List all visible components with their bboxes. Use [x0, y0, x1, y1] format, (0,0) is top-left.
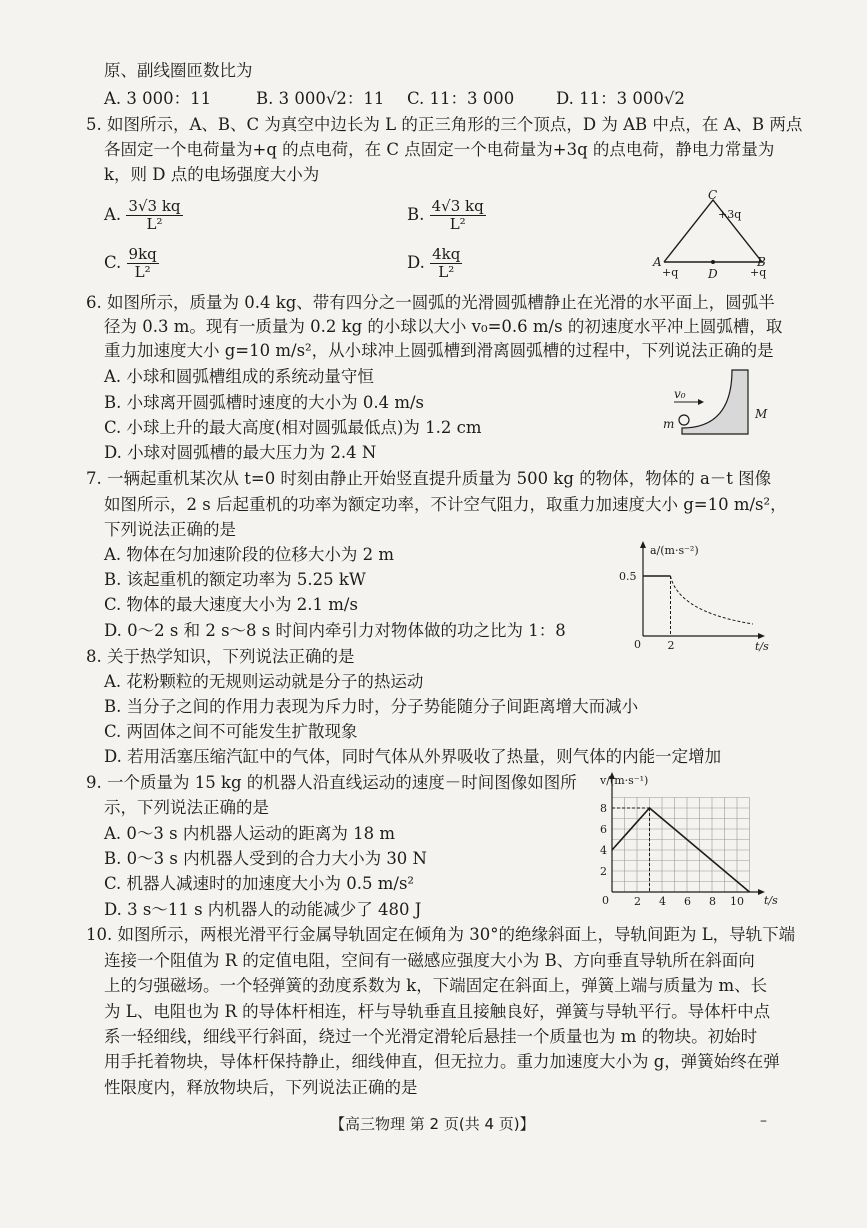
q5-line-2: 各固定一个电荷量为+q 的点电荷，在 C 点固定一个电荷量为+3q 的点电荷，静电力常量为 — [104, 140, 775, 159]
q10-line-1: 10. 如图所示，两根光滑平行金属导轨固定在倾角为 30°的绝缘斜面上，导轨间距为 L，导轨下端 — [86, 925, 796, 944]
q7-option-d: D. 0～2 s 和 2 s～8 s 时间内牵引力对物体做的功之比为 1：8 — [104, 621, 566, 640]
vertex-b-label: B — [757, 255, 766, 269]
corner-mark: – — [760, 1113, 767, 1129]
q9-line-1: 9. 一个质量为 15 kg 的机器人沿直线运动的速度－时间图像如图所 — [86, 773, 577, 792]
q8-option-d: D. 若用活塞压缩汽缸中的气体，同时气体从外界吸收了热量，则气体的内能一定增加 — [104, 747, 722, 766]
q5-option-a: A. $\frac{3√3 kq}{\text{L²}}$ — [104, 197, 181, 233]
q9-option-a: A. 0～3 s 内机器人运动的距离为 18 m — [104, 824, 395, 843]
q4-option-b: B. 3 000√2：11 — [256, 89, 385, 108]
y-tick-6: 6 — [600, 823, 607, 836]
q7-line-1: 7. 一辆起重机某次从 t=0 时刻由静止开始竖直提升质量为 500 kg 的物体，物体的 a－t 图像 — [86, 469, 772, 488]
q6-arc-slot-figure — [660, 368, 770, 440]
x-tick-10: 10 — [730, 895, 744, 908]
q4-option-a: A. 3 000：11 — [104, 89, 212, 108]
q5-line-3: k，则 D 点的电场强度大小为 — [104, 165, 320, 184]
q5-line-1: 5. 如图所示，A、B、C 为真空中边长为 L 的正三角形的三个顶点，D 为 AB 中点，在 A、B 两点 — [86, 115, 803, 134]
vertex-c-label: C — [708, 190, 718, 202]
y-axis-label: v/(m·s⁻¹) — [600, 774, 649, 787]
q10-line-6: 用手托着物块，导体杆保持静止，细线伸直，但无拉力。重力加速度大小为 g，弹簧始终在弹 — [104, 1052, 780, 1071]
y-tick-0.5: 0.5 — [619, 570, 637, 583]
q6-option-a: A. 小球和圆弧槽组成的系统动量守恒 — [104, 367, 374, 386]
slot-mass-label: M — [755, 407, 768, 421]
q5-option-c: C. $\frac{9kq}{\text{L²}}$ — [104, 245, 157, 281]
charge-c-label: +3q — [718, 208, 742, 221]
x-tick-6: 6 — [684, 895, 691, 908]
q10-line-2: 连接一个阻值为 R 的定值电阻，空间有一磁感应强度大小为 B、方向垂直导轨所在斜面向 — [104, 951, 755, 970]
decreasing-acceleration-curve — [671, 576, 754, 624]
q4-tail: 原、副线圈匝数比为 — [104, 61, 253, 80]
x-tick-8: 8 — [709, 895, 716, 908]
y-tick-8: 8 — [600, 802, 607, 815]
y-tick-4: 4 — [600, 844, 607, 857]
q6-option-b: B. 小球离开圆弧槽时速度的大小为 0.4 m/s — [104, 393, 425, 412]
q10-line-5: 系一轻细线，细线平行斜面，绕过一个光滑定滑轮后悬挂一个质量也为 m 的物块。初始时 — [104, 1027, 758, 1046]
q9-line-2: 示，下列说法正确的是 — [104, 798, 269, 817]
q7-line-2: 如图所示，2 s 后起重机的功率为额定功率，不计空气阻力，取重力加速度大小 g=10 m/s²， — [104, 495, 787, 514]
q9-option-c: C. 机器人减速时的加速度大小为 0.5 m/s² — [104, 874, 415, 893]
q8-option-b: B. 当分子之间的作用力表现为斥力时，分子势能随分子间距离增大而减小 — [104, 697, 639, 716]
q6-option-c: C. 小球上升的最大高度(相对圆弧最低点)为 1.2 cm — [104, 418, 482, 437]
point-d-label: D — [708, 267, 718, 281]
q7-option-c: C. 物体的最大速度大小为 2.1 m/s — [104, 595, 358, 614]
q5-option-d: D. $\frac{4kq}{\text{L²}}$ — [407, 245, 461, 281]
x-tick-4: 4 — [659, 895, 666, 908]
q7-option-a: A. 物体在匀加速阶段的位移大小为 2 m — [104, 545, 395, 564]
vertex-a-label: A — [653, 255, 662, 269]
q10-line-7: 性限度内，释放物块后，下列说法正确的是 — [104, 1078, 418, 1097]
q8-option-c: C. 两固体之间不可能发生扩散现象 — [104, 722, 358, 741]
charge-b-label: +q — [750, 266, 767, 279]
y-axis-label: a/(m·s⁻²) — [650, 544, 699, 557]
q5-option-b: B. $\frac{4√3 kq}{\text{L²}}$ — [407, 197, 484, 233]
q6-line-2: 径为 0.3 m。现有一质量为 0.2 kg 的小球以大小 v₀=0.6 m/s 的初速度水平冲上圆弧槽，取 — [104, 317, 783, 336]
charge-a-label: +q — [662, 266, 679, 279]
x-tick-2: 2 — [634, 895, 641, 908]
q10-line-4: 为 L、电阻也为 R 的导体杆相连，杆与导轨垂直且接触良好，弹簧与导轨平行。导体杆中点 — [104, 1002, 771, 1021]
q7-option-b: B. 该起重机的额定功率为 5.25 kW — [104, 570, 366, 589]
y-tick-2: 2 — [600, 865, 607, 878]
q8-line-1: 8. 关于热学知识，下列说法正确的是 — [86, 647, 355, 666]
q4-option-c: C. 11：3 000 — [407, 89, 515, 108]
x-axis-label: t/s — [764, 894, 778, 907]
origin-label: 0 — [634, 638, 641, 651]
q5-triangle-figure — [650, 190, 775, 282]
ball-mass-label: m — [663, 417, 675, 431]
x-tick-2: 2 — [667, 639, 675, 652]
q9-option-d: D. 3 s～11 s 内机器人的动能减少了 480 J — [104, 900, 422, 919]
origin-label: 0 — [602, 894, 609, 907]
q4-option-d: D. 11：3 000√2 — [556, 89, 685, 108]
q6-line-3: 重力加速度大小 g=10 m/s²，从小球冲上圆弧槽到滑离圆弧槽的过程中，下列说法正确的是 — [104, 341, 774, 360]
page-footer: 【高三物理 第 2 页(共 4 页)】 — [330, 1115, 535, 1133]
q7-a-t-chart — [618, 540, 778, 652]
x-axis-label: t/s — [755, 640, 769, 652]
v0-label: v₀ — [674, 387, 686, 401]
q10-line-3: 上的匀强磁场。一个轻弹簧的劲度系数为 k，下端固定在斜面上，弹簧上端与质量为 m、长 — [104, 976, 768, 995]
q6-option-d: D. 小球对圆弧槽的最大压力为 2.4 N — [104, 443, 377, 462]
q8-option-a: A. 花粉颗粒的无规则运动就是分子的热运动 — [104, 672, 424, 691]
q9-v-t-chart — [588, 770, 783, 908]
q9-option-b: B. 0～3 s 内机器人受到的合力大小为 30 N — [104, 849, 427, 868]
q6-line-1: 6. 如图所示，质量为 0.4 kg、带有四分之一圆弧的光滑圆弧槽静止在光滑的水平面上，圆弧半 — [86, 293, 775, 312]
q7-line-3: 下列说法正确的是 — [104, 520, 236, 539]
